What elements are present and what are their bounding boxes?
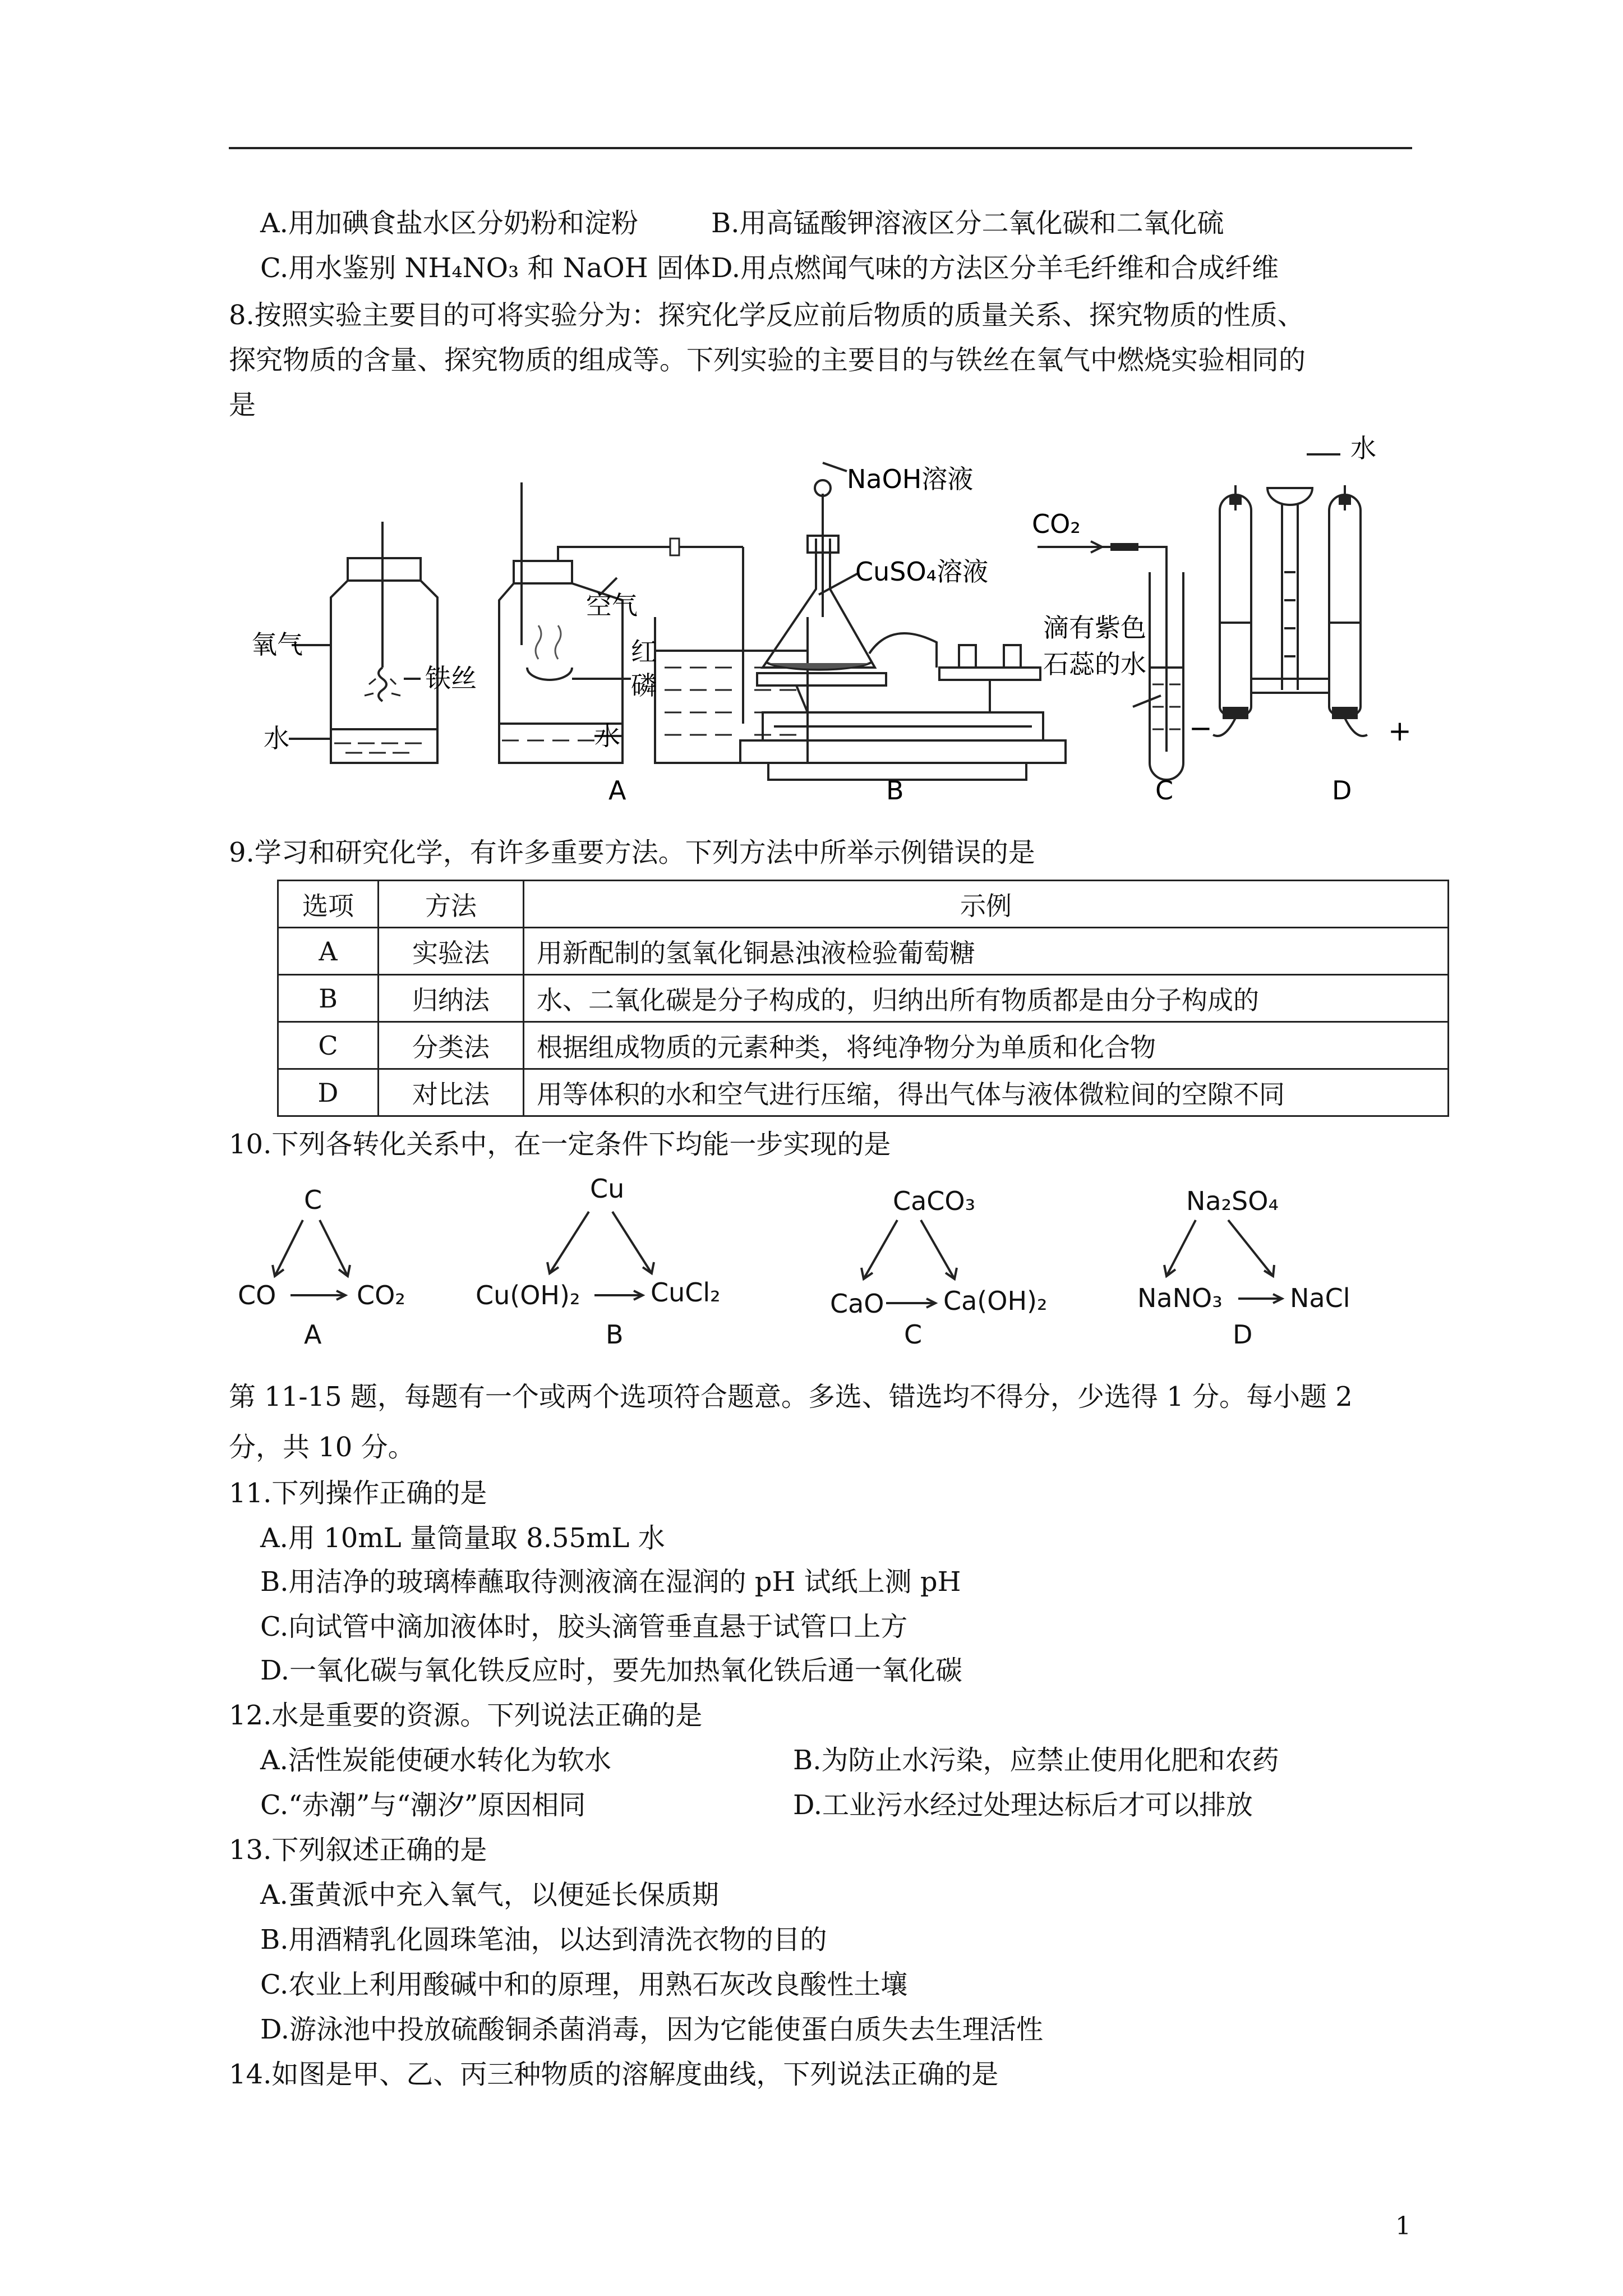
q10a-label: A bbox=[304, 1319, 322, 1350]
section-instruction-line2: 分，共 10 分。 bbox=[229, 1432, 415, 1463]
q10b-label: B bbox=[606, 1319, 624, 1350]
q13-option-d: D.游泳池中投放硫酸铜杀菌消毒，因为它能使蛋白质失去生理活性 bbox=[260, 2014, 1044, 2045]
q10c-top: CaCO₃ bbox=[893, 1186, 976, 1216]
q10d-right: NaCl bbox=[1290, 1283, 1350, 1313]
q9-stem: 9.学习和研究化学，有许多重要方法。下列方法中所举示例错误的是 bbox=[229, 837, 1035, 868]
fig-label-plus: + bbox=[1388, 715, 1412, 747]
q13-option-b: B.用酒精乳化圆珠笔油，以达到清洗衣物的目的 bbox=[260, 1924, 827, 1955]
q7-option-b: B.用高锰酸钾溶液区分二氧化碳和二氧化硫 bbox=[711, 208, 1224, 239]
q11-option-a: A.用 10mL 量筒量取 8.55mL 水 bbox=[260, 1522, 665, 1554]
header-method: 方法 bbox=[379, 881, 524, 928]
q12-stem: 12.水是重要的资源。下列说法正确的是 bbox=[229, 1700, 703, 1731]
q11-option-c: C.向试管中滴加液体时，胶头滴管垂直悬于试管口上方 bbox=[260, 1611, 908, 1642]
fig-label-c: C bbox=[1155, 775, 1174, 806]
fig-label-co2: CO₂ bbox=[1032, 509, 1081, 539]
q11-stem: 11.下列操作正确的是 bbox=[229, 1478, 487, 1509]
q10b-right: CuCl₂ bbox=[651, 1277, 721, 1308]
cell-method: 分类法 bbox=[379, 1022, 524, 1069]
cell-example: 用新配制的氢氧化铜悬浊液检验葡萄糖 bbox=[524, 928, 1449, 975]
fig-label-b: B bbox=[886, 775, 904, 806]
q8-stem-line3: 是 bbox=[229, 389, 256, 421]
fig-label-iron-wire: 铁丝 bbox=[425, 663, 477, 693]
fig-label-phosphorus: 磷 bbox=[631, 670, 657, 701]
fig-label-water: 水 bbox=[264, 723, 289, 753]
cell-example: 用等体积的水和空气进行压缩，得出气体与液体微粒间的空隙不同 bbox=[524, 1069, 1449, 1116]
q13-option-a: A.蛋黄派中充入氧气，以便延长保质期 bbox=[260, 1879, 719, 1911]
q10c-left: CaO bbox=[830, 1289, 884, 1319]
q10-stem: 10.下列各转化关系中，在一定条件下均能一步实现的是 bbox=[229, 1129, 891, 1160]
q9-methods-table bbox=[277, 880, 1449, 1117]
page-number: 1 bbox=[1395, 2212, 1411, 2240]
fig-label-air: 空气 bbox=[586, 590, 638, 620]
cell-option: D bbox=[278, 1069, 379, 1116]
q13-option-c: C.农业上利用酸碱中和的原理，用熟石灰改良酸性土壤 bbox=[260, 1969, 908, 2000]
fig-label-water-a: 水 bbox=[594, 721, 620, 751]
q11-option-d: D.一氧化碳与氧化铁反应时，要先加热氧化铁后通一氧化碳 bbox=[260, 1655, 963, 1686]
q7-option-a: A.用加碘食盐水区分奶粉和淀粉 bbox=[260, 208, 638, 239]
q10-conversion-diagrams bbox=[236, 1175, 1441, 1355]
header-example: 示例 bbox=[524, 881, 1449, 928]
q13-stem: 13.下列叙述正确的是 bbox=[229, 1834, 487, 1866]
q10c-right: Ca(OH)₂ bbox=[943, 1286, 1048, 1316]
q10b-left: Cu(OH)₂ bbox=[476, 1280, 580, 1310]
fig-label-water-d: 水 bbox=[1350, 433, 1376, 463]
cell-option: C bbox=[278, 1022, 379, 1069]
q8-apparatus-figure bbox=[236, 432, 1441, 819]
header-rule bbox=[229, 147, 1412, 149]
q10d-label: D bbox=[1233, 1319, 1253, 1350]
fig-label-litmus-1: 滴有紫色 bbox=[1043, 613, 1146, 643]
q12-option-c: C.“赤潮”与“潮汐”原因相同 bbox=[260, 1789, 586, 1821]
section-instruction-line1: 第 11-15 题，每题有一个或两个选项符合题意。多选、错选均不得分，少选得 1 分。每小题 2 bbox=[229, 1381, 1353, 1412]
fig-label-naoh: NaOH溶液 bbox=[847, 464, 974, 494]
q10b-top: Cu bbox=[590, 1175, 625, 1204]
q11-option-b: B.用洁净的玻璃棒蘸取待测液滴在湿润的 pH 试纸上测 pH bbox=[260, 1566, 961, 1598]
cell-option: B bbox=[278, 975, 379, 1022]
q10a-right: CO₂ bbox=[357, 1280, 405, 1310]
q7-option-c: C.用水鉴别 NH₄NO₃ 和 NaOH 固体 bbox=[260, 252, 711, 284]
q12-option-b: B.为防止水污染，应禁止使用化肥和农药 bbox=[793, 1745, 1279, 1776]
cell-example: 根据组成物质的元素种类，将纯净物分为单质和化合物 bbox=[524, 1022, 1449, 1069]
table-row bbox=[278, 975, 1449, 1022]
cell-method: 实验法 bbox=[379, 928, 524, 975]
cell-example: 水、二氧化碳是分子构成的，归纳出所有物质都是由分子构成的 bbox=[524, 975, 1449, 1022]
q10a-top: C bbox=[304, 1185, 322, 1215]
table-row bbox=[278, 928, 1449, 975]
fig-label-red: 红 bbox=[631, 637, 657, 667]
q7-option-d: D.用点燃闻气味的方法区分羊毛纤维和合成纤维 bbox=[711, 252, 1279, 284]
q10d-top: Na₂SO₄ bbox=[1186, 1186, 1279, 1216]
q8-stem-line2: 探究物质的含量、探究物质的组成等。下列实验的主要目的与铁丝在氧气中燃烧实验相同的 bbox=[229, 344, 1306, 376]
cell-option: A bbox=[278, 928, 379, 975]
fig-label-a: A bbox=[608, 775, 626, 806]
q12-option-d: D.工业污水经过处理达标后才可以排放 bbox=[793, 1789, 1253, 1821]
cell-method: 对比法 bbox=[379, 1069, 524, 1116]
q10d-left: NaNO₃ bbox=[1137, 1283, 1223, 1313]
fig-label-cuso4: CuSO₄溶液 bbox=[855, 556, 989, 587]
fig-label-litmus-2: 石蕊的水 bbox=[1043, 649, 1146, 679]
q10c-label: C bbox=[904, 1319, 923, 1350]
fig-label-d: D bbox=[1332, 775, 1352, 806]
cell-method: 归纳法 bbox=[379, 975, 524, 1022]
table-header-row bbox=[278, 881, 1449, 928]
q14-stem: 14.如图是甲、乙、丙三种物质的溶解度曲线，下列说法正确的是 bbox=[229, 2059, 999, 2090]
table-row bbox=[278, 1069, 1449, 1116]
table-row bbox=[278, 1022, 1449, 1069]
fig-label-oxygen: 氧气 bbox=[251, 629, 303, 660]
fig-label-minus: − bbox=[1189, 712, 1212, 744]
header-option: 选项 bbox=[278, 881, 379, 928]
q12-option-a: A.活性炭能使硬水转化为软水 bbox=[260, 1745, 611, 1776]
q10a-left: CO bbox=[238, 1280, 276, 1310]
q8-stem-line1: 8.按照实验主要目的可将实验分为：探究化学反应前后物质的质量关系、探究物质的性质、 bbox=[229, 300, 1304, 331]
